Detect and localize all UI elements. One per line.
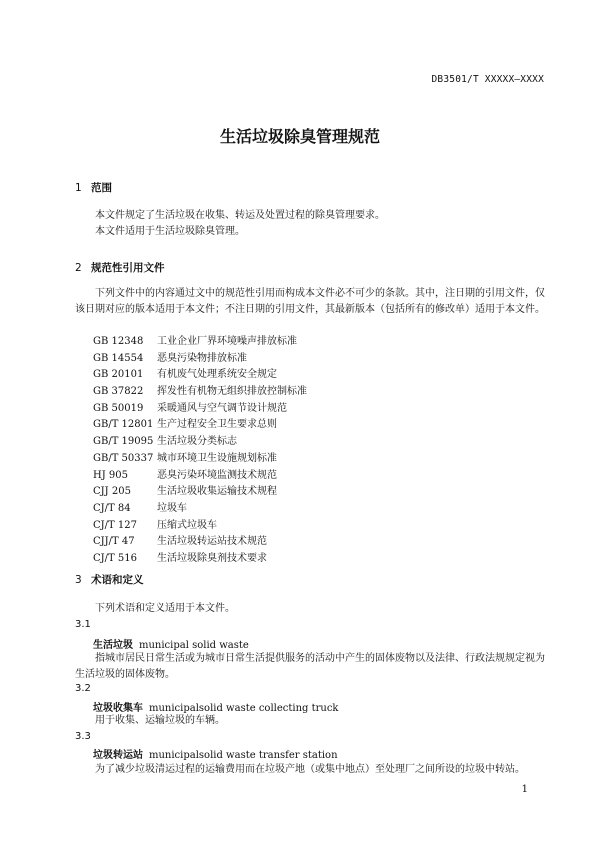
reference-code: GB/T 12801 xyxy=(93,419,154,431)
term-number: 3.2 xyxy=(75,683,91,694)
reference-code: GB/T 50337 xyxy=(93,452,154,464)
term-definition: 用于收集、运输垃圾的车辆。 xyxy=(95,715,225,726)
reference-code: GB/T 19095 xyxy=(93,436,154,448)
section-1-heading xyxy=(75,180,112,195)
reference-title: 城市环境卫生设施规划标准 xyxy=(157,452,277,464)
reference-item xyxy=(93,434,307,451)
term-number: 3.1 xyxy=(75,619,91,630)
reference-item xyxy=(93,501,307,518)
reference-title: 生活垃圾转运站技术规范 xyxy=(157,536,267,548)
reference-code: CJ/T 84 xyxy=(93,502,131,514)
section-1-number: 1 xyxy=(75,182,82,194)
reference-item xyxy=(93,384,307,401)
section-3-number: 3 xyxy=(75,574,82,586)
section-2-intro: 下列文件中的内容通过文中的规范性引用而构成本文件必不可少的条款。其中，注日期的引用文件，仅该日期对应的版本适用于本文件；不注日期的引用文件，其最新版本（包括所有的修改单）适用于本文件。 xyxy=(75,288,545,315)
standard-code: DB3501/T XXXXX—XXXX xyxy=(431,74,544,85)
section-3-title: 术语和定义 xyxy=(91,574,144,586)
reference-title: 有机废气处理系统安全规定 xyxy=(157,369,277,381)
term-zh: 生活垃圾 xyxy=(93,640,133,651)
term-heading xyxy=(93,746,338,761)
reference-title: 恶臭污染环境监测技术规范 xyxy=(157,469,277,481)
reference-code: GB 37822 xyxy=(93,386,144,398)
reference-item xyxy=(93,401,307,418)
term-en: municipalsolid waste transfer station xyxy=(149,750,338,761)
reference-code: HJ 905 xyxy=(93,469,128,481)
document-title: 生活垃圾除臭管理规范 xyxy=(219,127,380,146)
section-2-title: 规范性引用文件 xyxy=(91,262,165,274)
term-definition: 为了减少垃圾清运过程的运输费用而在垃圾产地（或集中地点）至处理厂之间所设的垃圾中转站。 xyxy=(95,764,525,775)
reference-code: GB 14554 xyxy=(93,352,144,364)
term-heading xyxy=(93,699,339,714)
reference-title: 挥发性有机物无组织排放控制标准 xyxy=(157,386,307,398)
reference-code: GB 20101 xyxy=(93,369,144,381)
reference-item xyxy=(93,484,307,501)
reference-item xyxy=(93,468,307,485)
term-definition: 指城市居民日常生活或为城市日常生活提供服务的活动中产生的固体废物以及法律、行政法规规定视为生活垃圾的固体废物。 xyxy=(75,653,545,680)
section-2-number: 2 xyxy=(75,262,82,274)
reference-title: 生产过程安全卫生要求总则 xyxy=(157,419,277,431)
reference-code: GB 12348 xyxy=(93,336,144,347)
reference-code: CJJ 205 xyxy=(93,486,131,498)
reference-title: 生活垃圾除臭剂技术要求 xyxy=(157,552,267,564)
section-1-paragraph-1: 本文件规定了生活垃圾在收集、转运及处置过程的除臭管理要求。 xyxy=(95,210,385,221)
reference-item xyxy=(93,551,307,568)
term-heading xyxy=(93,636,249,651)
reference-item xyxy=(93,451,307,468)
term-en: municipalsolid waste collecting truck xyxy=(149,703,339,714)
reference-code: CJJ/T 47 xyxy=(93,536,135,548)
reference-item xyxy=(93,534,307,551)
reference-title: 工业企业厂界环境噪声排放标准 xyxy=(157,336,297,347)
reference-title: 压缩式垃圾车 xyxy=(157,519,217,531)
reference-item xyxy=(93,417,307,434)
reference-code: CJ/T 127 xyxy=(93,519,137,531)
reference-title: 恶臭污染物排放标准 xyxy=(157,352,247,364)
reference-list xyxy=(93,334,307,568)
reference-title: 垃圾车 xyxy=(157,502,187,514)
reference-code: GB 50019 xyxy=(93,402,144,414)
section-3-intro: 下列术语和定义适用于本文件。 xyxy=(95,603,235,614)
term-zh: 垃圾收集车 xyxy=(93,703,143,714)
term-number: 3.3 xyxy=(75,731,91,742)
section-1-paragraph-2: 本文件适用于生活垃圾除臭管理。 xyxy=(95,226,245,237)
section-2-heading xyxy=(75,260,165,275)
section-1-title: 范围 xyxy=(91,182,112,194)
reference-item xyxy=(93,367,307,384)
reference-title: 生活垃圾分类标志 xyxy=(157,436,237,448)
reference-item xyxy=(93,351,307,368)
page-number: 1 xyxy=(521,784,528,795)
reference-title: 生活垃圾收集运输技术规程 xyxy=(157,486,277,498)
reference-item xyxy=(93,334,307,351)
term-zh: 垃圾转运站 xyxy=(93,750,143,761)
term-en: municipal solid waste xyxy=(139,640,249,651)
reference-item xyxy=(93,518,307,535)
section-3-heading xyxy=(75,572,144,587)
reference-title: 采暖通风与空气调节设计规范 xyxy=(157,402,287,414)
reference-code: CJ/T 516 xyxy=(93,552,137,564)
